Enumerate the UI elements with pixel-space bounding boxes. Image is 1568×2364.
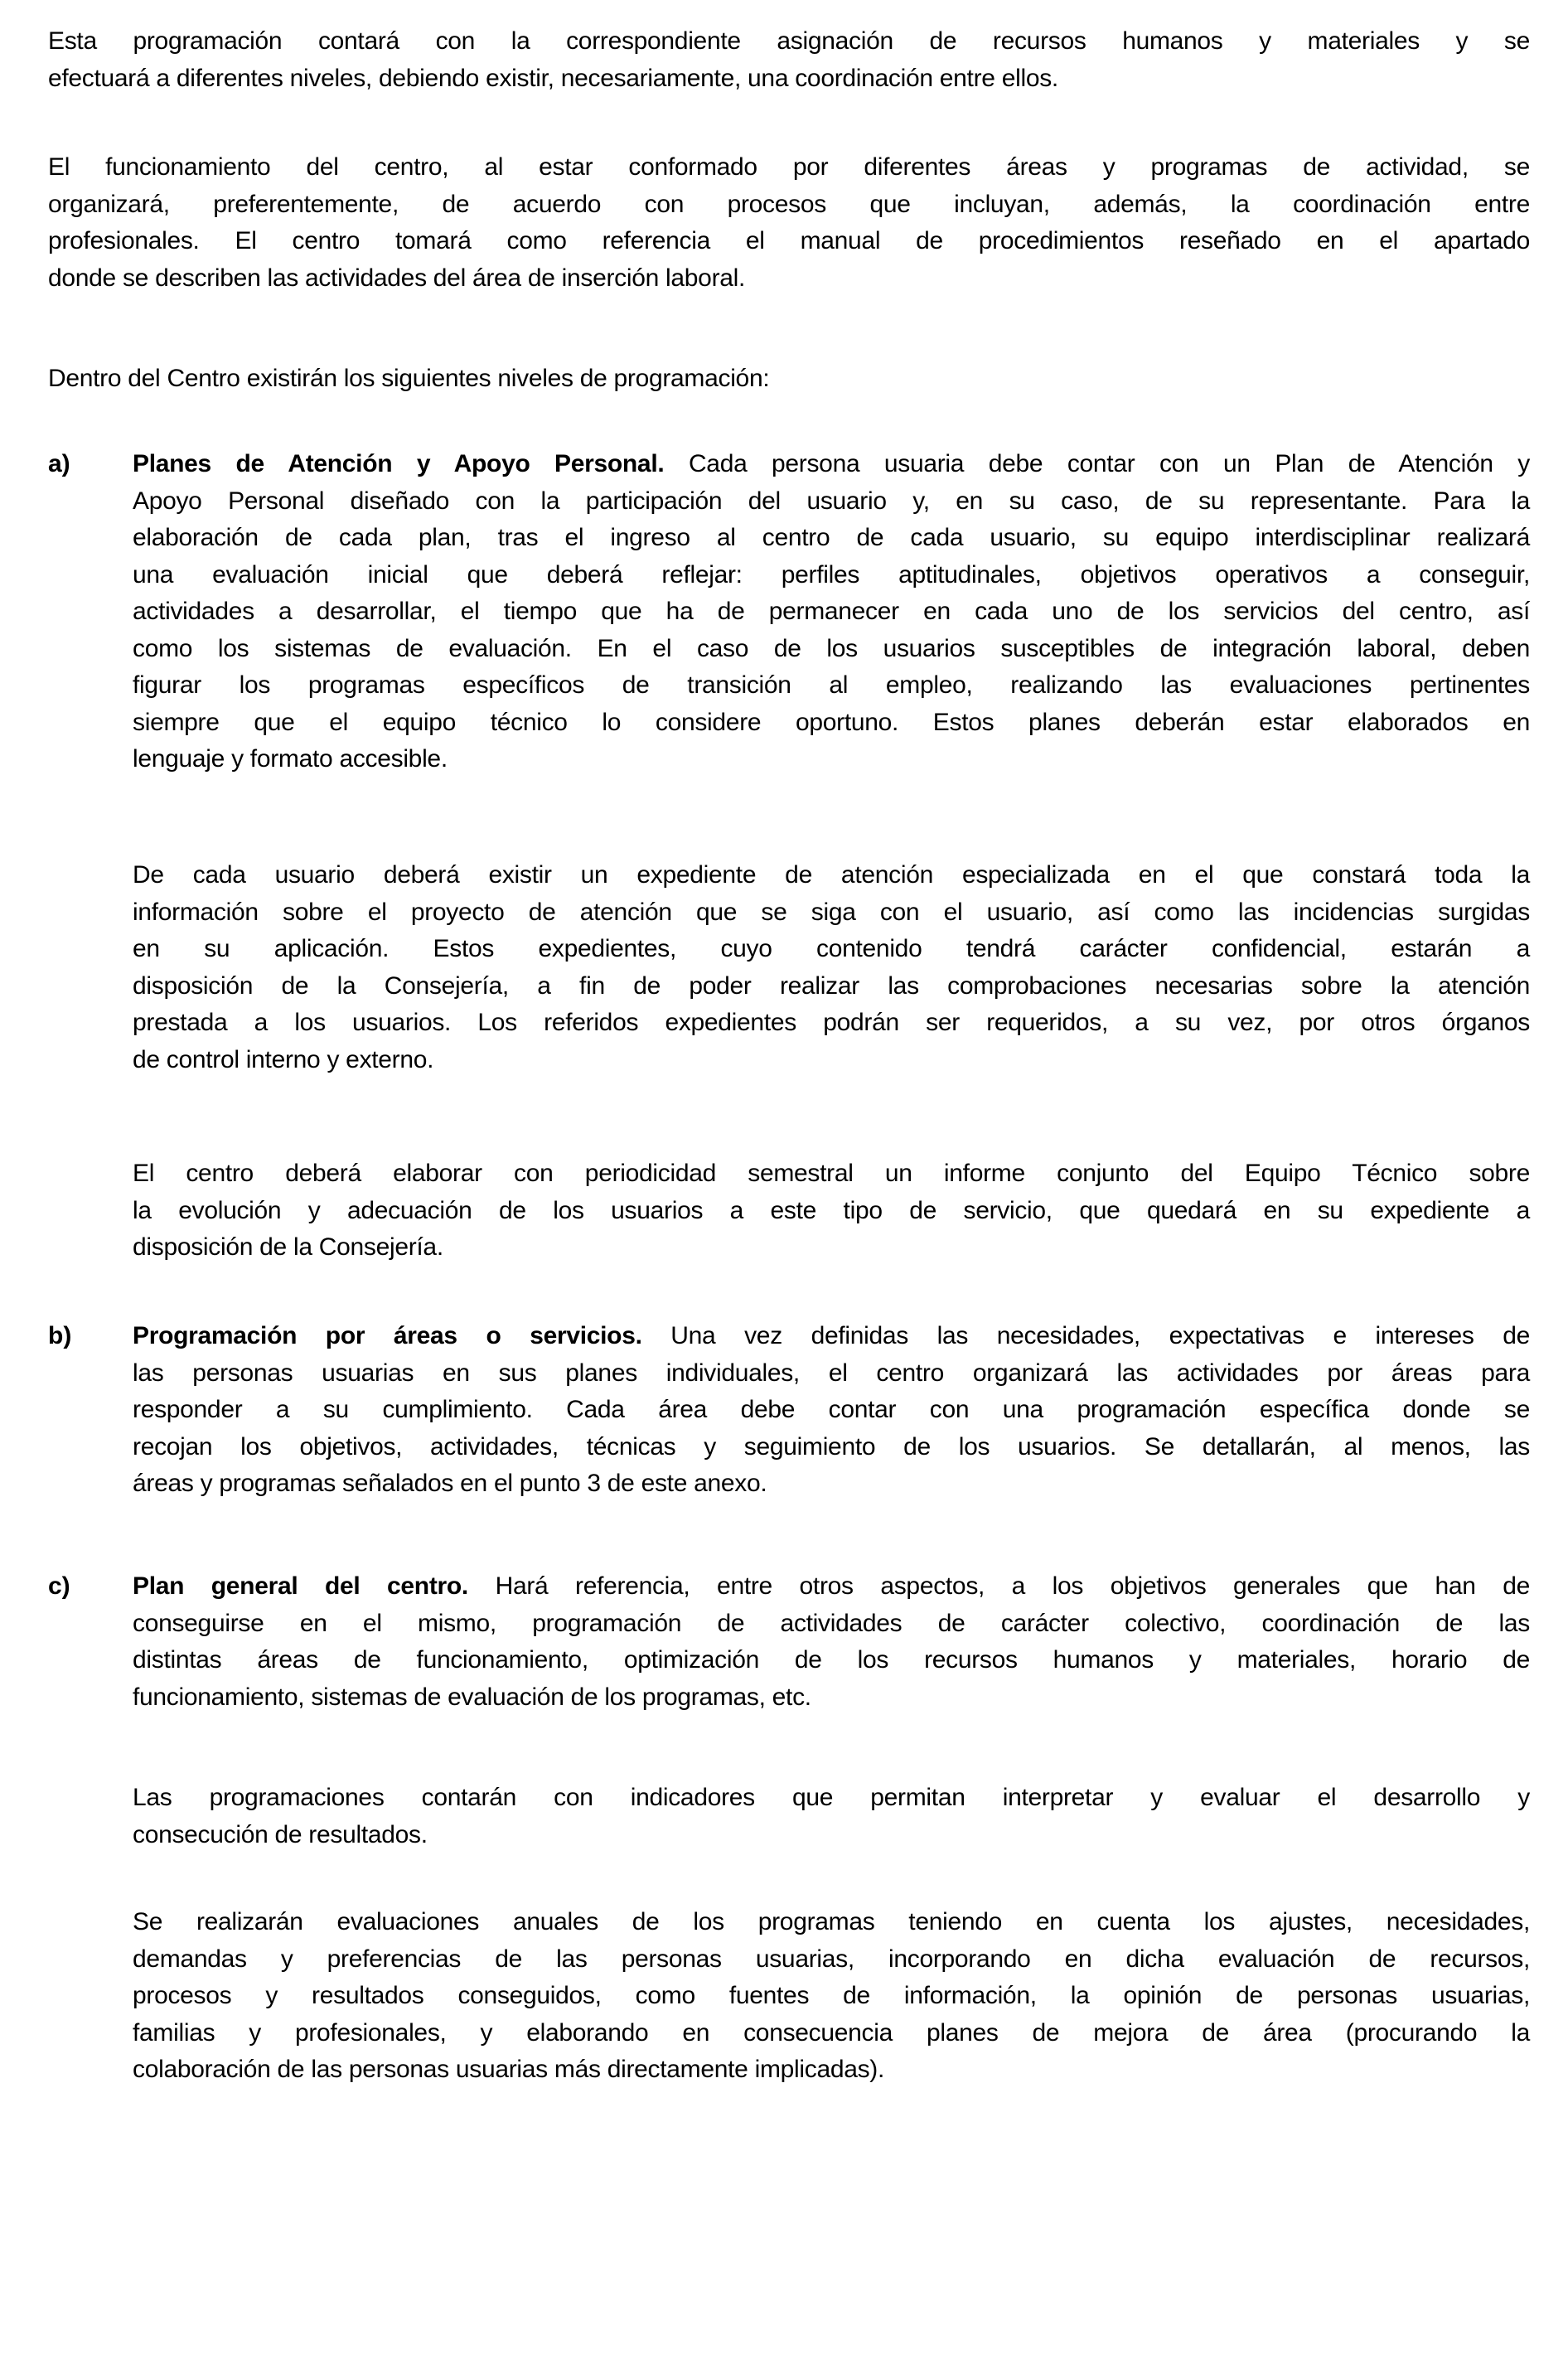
text-line: familias y profesionales, y elaborando en consecuencia planes de mejora de área (procurando la	[133, 2018, 1530, 2047]
text-line: las personas usuarias en sus planes individuales, el centro organizará las actividades por áreas para	[133, 1359, 1530, 1387]
text-line	[133, 1568, 1530, 1606]
text-line: efectuará a diferentes niveles, debiendo existir, necesariamente, una coordinación entre ellos.	[48, 64, 1058, 92]
text-line: elaboración de cada plan, tras el ingreso al centro de cada usuario, su equipo interdisciplinar realizará	[133, 524, 1530, 551]
text-line: distintas áreas de funcionamiento, optimización de los recursos humanos y materiales, horario de	[133, 1646, 1530, 1674]
text-line: siempre que el equipo técnico lo considere oportuno. Estos planes deberán estar elaborados en	[133, 708, 1530, 736]
text-line: responder a su cumplimiento. Cada área debe contar con una programación específica donde se	[133, 1396, 1530, 1423]
paragraph	[48, 23, 1530, 97]
paragraph	[133, 1780, 1530, 1853]
list-item-title: Programación por áreas o servicios.	[133, 1322, 642, 1349]
list-item-label: a)	[48, 450, 70, 477]
list-item-label: c)	[48, 1572, 70, 1600]
text-fragment: Una vez definidas las necesidades, expectativas e intereses de	[641, 1322, 1530, 1349]
text-line: disposición de la Consejería.	[133, 1233, 443, 1261]
text-line: consecución de resultados.	[133, 1820, 428, 1848]
text-line	[133, 446, 1530, 483]
text-line: profesionales. El centro tomará como referencia el manual de procedimientos reseñado en el apartado	[48, 227, 1530, 254]
text-line: donde se describen las actividades del área de inserción laboral.	[48, 264, 746, 292]
text-line: organizará, preferentemente, de acuerdo con procesos que incluyan, además, la coordinación entre	[48, 190, 1530, 218]
paragraph	[133, 857, 1530, 1078]
text-line: disposición de la Consejería, a fin de poder realizar las comprobaciones necesarias sobre la atención	[133, 971, 1530, 1000]
text-line: prestada a los usuarios. Los referidos expedientes podrán ser requeridos, a su vez, por otros órganos	[133, 1009, 1530, 1036]
text-line: figurar los programas específicos de transición al empleo, realizando las evaluaciones pertinentes	[133, 671, 1530, 699]
text-line: en su aplicación. Estos expedientes, cuyo contenido tendrá carácter confidencial, estarán a	[133, 935, 1530, 962]
text-line: información sobre el proyecto de atención que se siga con el usuario, así como las incidencias surgidas	[133, 898, 1530, 926]
list-item-label: b)	[48, 1322, 72, 1349]
text-line: lenguaje y formato accesible.	[133, 745, 448, 773]
text-line: Esta programación contará con la correspondiente asignación de recursos humanos y materiales y se	[48, 27, 1530, 55]
list-item-title: Planes de Atención y Apoyo Personal.	[133, 450, 665, 477]
text-line	[133, 1318, 1530, 1355]
list-item-paragraph	[133, 1318, 1530, 1503]
text-line: áreas y programas señalados en el punto 3 de este anexo.	[133, 1470, 767, 1497]
text-line: Dentro del Centro existirán los siguientes niveles de programación:	[48, 365, 770, 392]
paragraph	[48, 361, 1530, 398]
text-fragment: Hará referencia, entre otros aspectos, a los objetivos generales que han de	[467, 1572, 1530, 1600]
text-line: funcionamiento, sistemas de evaluación de los programas, etc.	[133, 1683, 811, 1711]
text-line: conseguirse en el mismo, programación de actividades de carácter colectivo, coordinación de las	[133, 1609, 1530, 1637]
text-line: Las programaciones contarán con indicadores que permitan interpretar y evaluar el desarrollo y	[133, 1784, 1530, 1811]
paragraph	[133, 1155, 1530, 1267]
text-line: demandas y preferencias de las personas usuarias, incorporando en dicha evaluación de recursos,	[133, 1945, 1530, 1973]
paragraph	[48, 149, 1530, 297]
list-item-paragraph	[133, 1568, 1530, 1716]
list-item-title: Plan general del centro.	[133, 1572, 468, 1600]
list-item-paragraph	[133, 446, 1530, 778]
text-line: Se realizarán evaluaciones anuales de los programas teniendo en cuenta los ajustes, necesidades,	[133, 1908, 1530, 1935]
text-line: procesos y resultados conseguidos, como fuentes de información, la opinión de personas usuarias,	[133, 1982, 1530, 2009]
text-line: colaboración de las personas usuarias más directamente implicadas).	[133, 2056, 885, 2083]
text-fragment: Cada persona usuaria debe contar con un Plan de Atención y	[664, 450, 1530, 477]
text-line: Apoyo Personal diseñado con la participación del usuario y, en su caso, de su representante. Para la	[133, 487, 1530, 515]
paragraph	[133, 1904, 1530, 2089]
text-line: recojan los objetivos, actividades, técnicas y seguimiento de los usuarios. Se detallarán, al menos, las	[133, 1432, 1530, 1461]
text-line: de control interno y externo.	[133, 1045, 434, 1073]
text-line: una evaluación inicial que deberá reflejar: perfiles aptitudinales, objetivos operativos a conseguir,	[133, 560, 1530, 589]
text-line: como los sistemas de evaluación. En el caso de los usuarios susceptibles de integración laboral, deben	[133, 634, 1530, 662]
text-line: El funcionamiento del centro, al estar conformado por diferentes áreas y programas de actividad, se	[48, 153, 1530, 181]
text-line: la evolución y adecuación de los usuarios a este tipo de servicio, que quedará en su expediente a	[133, 1196, 1530, 1224]
text-line: actividades a desarrollar, el tiempo que ha de permanecer en cada uno de los servicios del centro, así	[133, 598, 1530, 625]
text-line: De cada usuario deberá existir un expediente de atención especializada en el que constará toda la	[133, 861, 1530, 889]
text-line: El centro deberá elaborar con periodicidad semestral un informe conjunto del Equipo Técnico sobre	[133, 1160, 1530, 1187]
